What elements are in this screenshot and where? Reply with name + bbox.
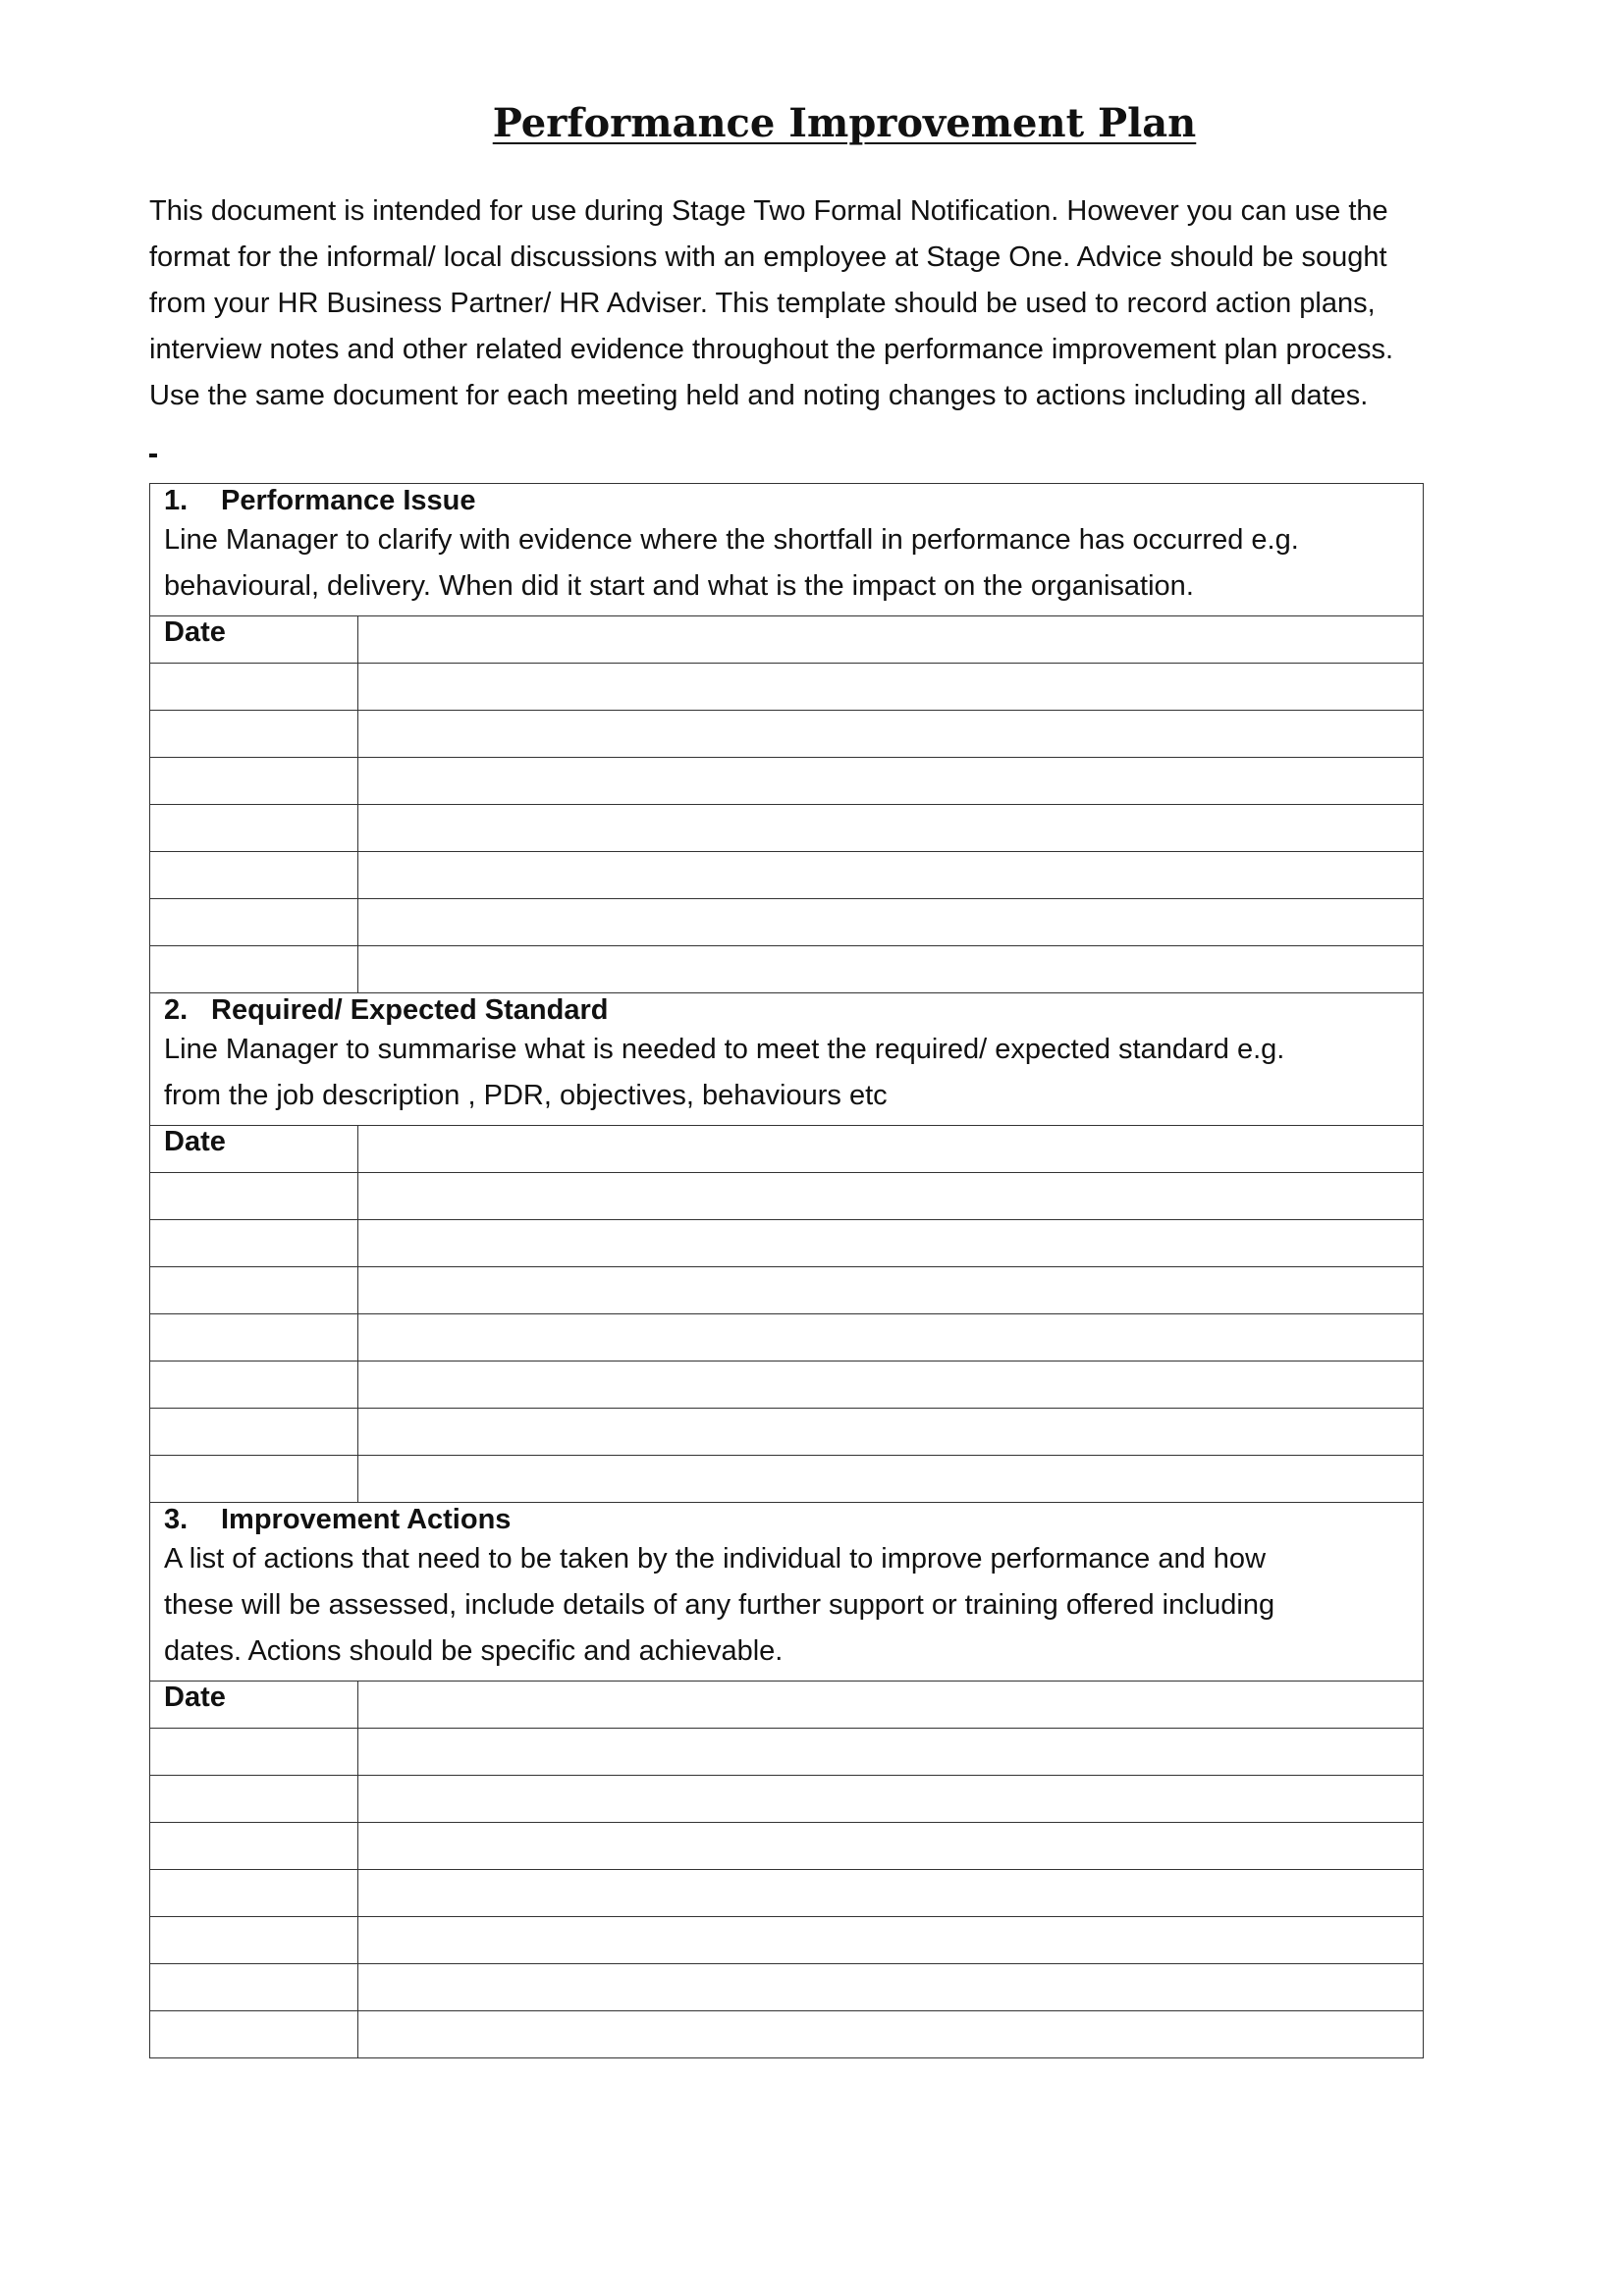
entry-cell[interactable] xyxy=(358,1409,1424,1456)
date-cell[interactable] xyxy=(150,1776,358,1823)
table-row xyxy=(150,899,1424,946)
table-row xyxy=(150,946,1424,993)
date-cell[interactable] xyxy=(150,852,358,899)
entry-cell[interactable] xyxy=(358,758,1424,805)
date-cell[interactable] xyxy=(150,1314,358,1362)
table-row xyxy=(150,852,1424,899)
date-cell[interactable] xyxy=(150,711,358,758)
section-header-cell xyxy=(150,484,1424,616)
entry-cell[interactable] xyxy=(358,805,1424,852)
section-title-text: Required/ Expected Standard xyxy=(211,994,609,1026)
section-header-cell xyxy=(150,1503,1424,1682)
date-cell[interactable] xyxy=(150,1456,358,1503)
entry-cell[interactable] xyxy=(358,1126,1424,1173)
date-cell[interactable] xyxy=(150,664,358,711)
table-row xyxy=(150,1314,1424,1362)
section-title-text: Improvement Actions xyxy=(221,1504,512,1535)
date-cell[interactable] xyxy=(150,1267,358,1314)
table-row xyxy=(150,1456,1424,1503)
entry-cell[interactable] xyxy=(358,1823,1424,1870)
date-label: Date xyxy=(150,1126,358,1173)
section-header-required-standard xyxy=(150,993,1424,1126)
section-header-performance-issue xyxy=(150,484,1424,616)
entry-cell[interactable] xyxy=(358,1173,1424,1220)
section-header-cell xyxy=(150,993,1424,1126)
date-cell[interactable] xyxy=(150,805,358,852)
entry-cell[interactable] xyxy=(358,1917,1424,1964)
intro-line: This document is intended for use during Stage Two Formal Notification. However you can use the xyxy=(149,195,1388,227)
date-cell[interactable] xyxy=(150,1409,358,1456)
intro-line: Use the same document for each meeting held and noting changes to actions including all dates. xyxy=(149,380,1369,411)
page-title: Performance Improvement Plan xyxy=(492,100,1197,146)
entry-cell[interactable] xyxy=(358,1456,1424,1503)
section-title-text: Performance Issue xyxy=(221,485,476,516)
table-row xyxy=(150,1823,1424,1870)
date-cell[interactable] xyxy=(150,758,358,805)
section-number: 1. xyxy=(164,485,189,516)
entry-cell[interactable] xyxy=(358,1776,1424,1823)
section-description: Line Manager to clarify with evidence where the shortfall in performance has occurred e.g. xyxy=(164,524,1299,556)
date-cell[interactable] xyxy=(150,946,358,993)
date-cell[interactable] xyxy=(150,1917,358,1964)
section-number: 2. xyxy=(164,994,189,1026)
date-cell[interactable] xyxy=(150,1729,358,1776)
table-row xyxy=(150,1409,1424,1456)
section-title xyxy=(164,484,1409,517)
table-row xyxy=(150,664,1424,711)
entry-cell[interactable] xyxy=(358,946,1424,993)
date-label: Date xyxy=(150,616,358,664)
date-cell[interactable] xyxy=(150,899,358,946)
entry-cell[interactable] xyxy=(358,1220,1424,1267)
table-row xyxy=(150,1173,1424,1220)
date-header-row xyxy=(150,1126,1424,1173)
entry-cell[interactable] xyxy=(358,1964,1424,2011)
table-row xyxy=(150,1964,1424,2011)
date-cell[interactable] xyxy=(150,1823,358,1870)
entry-cell[interactable] xyxy=(358,711,1424,758)
table-row xyxy=(150,1870,1424,1917)
entry-cell[interactable] xyxy=(358,664,1424,711)
intro-line: interview notes and other related evidence throughout the performance improvement plan process. xyxy=(149,334,1394,365)
date-label: Date xyxy=(150,1682,358,1729)
section-number: 3. xyxy=(164,1504,189,1535)
entry-cell[interactable] xyxy=(358,1729,1424,1776)
stray-mark xyxy=(149,454,157,457)
section-description: behavioural, delivery. When did it start and what is the impact on the organisation. xyxy=(164,570,1194,602)
section-title xyxy=(164,993,1409,1027)
table-row xyxy=(150,711,1424,758)
table-row xyxy=(150,1776,1424,1823)
date-header-row xyxy=(150,616,1424,664)
section-description: A list of actions that need to be taken by the individual to improve performance and how xyxy=(164,1543,1267,1575)
intro-line: format for the informal/ local discussions with an employee at Stage One. Advice should be sought xyxy=(149,241,1387,273)
table-row xyxy=(150,1729,1424,1776)
section-header-improvement-actions xyxy=(150,1503,1424,1682)
table-row xyxy=(150,1917,1424,1964)
entry-cell[interactable] xyxy=(358,899,1424,946)
date-cell[interactable] xyxy=(150,1870,358,1917)
intro-line: from your HR Business Partner/ HR Adviser. This template should be used to record action plans, xyxy=(149,288,1376,319)
intro-paragraph xyxy=(149,188,1524,419)
entry-cell[interactable] xyxy=(358,1267,1424,1314)
entry-cell[interactable] xyxy=(358,2011,1424,2058)
section-description: from the job description , PDR, objectives, behaviours etc xyxy=(164,1080,888,1111)
table-row xyxy=(150,1267,1424,1314)
date-cell[interactable] xyxy=(150,1173,358,1220)
date-cell[interactable] xyxy=(150,1964,358,2011)
section-description: these will be assessed, include details of any further support or training offered including xyxy=(164,1589,1275,1621)
table-row xyxy=(150,2011,1424,2058)
table-row xyxy=(150,1362,1424,1409)
date-cell[interactable] xyxy=(150,2011,358,2058)
plan-table xyxy=(149,483,1424,2058)
entry-cell[interactable] xyxy=(358,852,1424,899)
entry-cell[interactable] xyxy=(358,1682,1424,1729)
entry-cell[interactable] xyxy=(358,1314,1424,1362)
table-row xyxy=(150,805,1424,852)
table-row xyxy=(150,1220,1424,1267)
section-description: Line Manager to summarise what is needed to meet the required/ expected standard e.g. xyxy=(164,1034,1285,1065)
section-title xyxy=(164,1503,1409,1536)
date-cell[interactable] xyxy=(150,1220,358,1267)
section-description: dates. Actions should be specific and achievable. xyxy=(164,1635,784,1667)
entry-cell[interactable] xyxy=(358,1362,1424,1409)
entry-cell[interactable] xyxy=(358,1870,1424,1917)
table-row xyxy=(150,758,1424,805)
entry-cell[interactable] xyxy=(358,616,1424,664)
date-cell[interactable] xyxy=(150,1362,358,1409)
date-header-row xyxy=(150,1682,1424,1729)
